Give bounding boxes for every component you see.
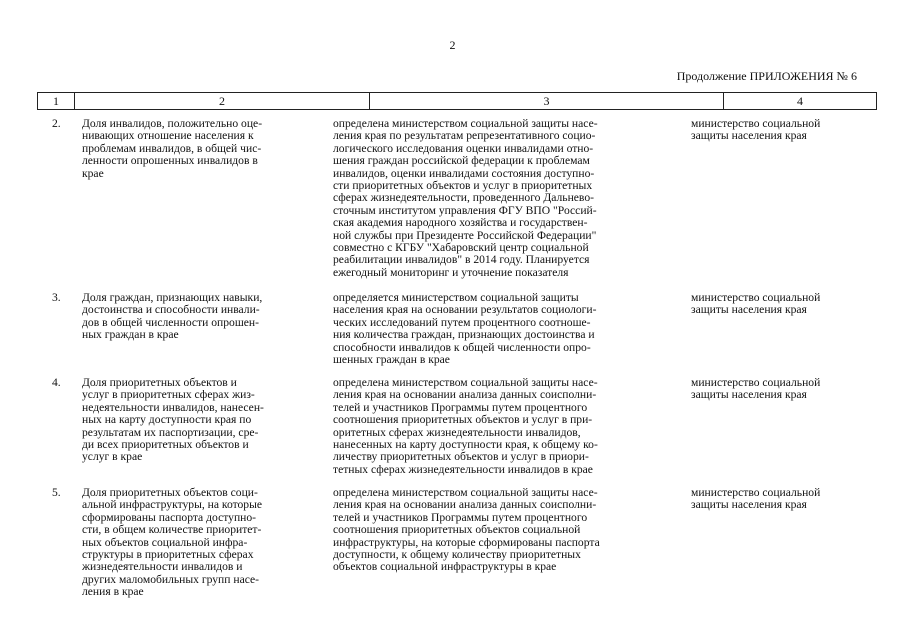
indicator-line: ных на карту доступности края по	[82, 413, 252, 427]
method-line: ной службы при Президенте Российской Федерации"	[333, 228, 597, 242]
method-line: сферах жизнедеятельности, проведенного Дальнево-	[333, 191, 594, 205]
method-line: сти приоритетных объектов и услуг в приоритетных	[333, 179, 593, 193]
method-line: определяется министерством социальной защиты	[333, 291, 579, 304]
method-line: населения края на основании результатов социологи-	[333, 303, 597, 317]
method-line: ежегодный мониторинг и уточнение показателя	[333, 265, 569, 279]
method-line: телей и участников Программы путем процентного	[333, 400, 588, 414]
indicator-line: Доля приоритетных объектов соци-	[82, 486, 258, 499]
responsible-line: министерство социальной	[691, 486, 821, 499]
indicator-line: недеятельности инвалидов, нанесен-	[82, 400, 264, 414]
row-number: 5.	[52, 486, 61, 499]
page-number: 2	[449, 38, 456, 52]
responsible-line: министерство социальной	[691, 291, 821, 304]
indicator-line: других маломобильных групп насе-	[82, 572, 260, 586]
method-cell	[333, 487, 683, 574]
method-line: совместно с КГБУ "Хабаровский центр социальной	[333, 241, 589, 255]
method-line: соотношения приоритетных объектов и услуг в при-	[333, 413, 593, 427]
indicator-line: услуг в крае	[82, 450, 143, 464]
method-cell	[333, 377, 683, 476]
responsible-cell	[691, 292, 871, 317]
responsible-cell	[691, 487, 871, 512]
method-line: сточным институтом управления ФГУ ВПО "Россий-	[333, 203, 597, 217]
method-line: нанесенных на карту доступности края, к общему ко-	[333, 438, 598, 452]
responsible-cell	[691, 377, 871, 402]
responsible-line: защиты населения края	[691, 129, 807, 143]
indicator-line: ленности опрошенных инвалидов в	[82, 154, 258, 168]
method-line: личеству приоритетных объектов и услуг в приори-	[333, 450, 589, 464]
method-cell	[333, 292, 683, 366]
table-header-row	[37, 92, 877, 110]
method-line: инвалидов, оценки инвалидами состояния доступно-	[333, 166, 595, 180]
indicator-cell	[82, 487, 318, 599]
indicator-line: Доля граждан, признающих навыки,	[82, 291, 263, 304]
column-header-3: 3	[370, 93, 724, 109]
method-line: объектов социальной инфраструктуры в крае	[333, 560, 557, 574]
method-line: ческих исследований путем процентного соотноше-	[333, 315, 591, 329]
method-line: ления края на основании анализа данных соисполни-	[333, 388, 597, 402]
indicator-line: Доля инвалидов, положительно оце-	[82, 117, 263, 130]
indicator-line: ных объектов социальной инфра-	[82, 535, 248, 549]
column-header-2: 2	[75, 93, 370, 109]
column-header-4: 4	[797, 94, 803, 108]
responsible-line: защиты населения края	[691, 303, 807, 317]
indicator-line: Доля приоритетных объектов и	[82, 376, 237, 389]
method-line: ления края по результатам репрезентативного социо-	[333, 129, 596, 143]
method-line: инфраструктуры, на которые сформированы паспорта	[333, 535, 600, 549]
indicator-line: нивающих отношение населения к	[82, 129, 254, 143]
responsible-line: защиты населения края	[691, 498, 807, 512]
indicator-line: ления в крае	[82, 585, 144, 599]
method-line: шения граждан российской федерации к проблемам	[333, 154, 590, 168]
method-line: оритетных сферах жизнедеятельности инвалидов,	[333, 425, 581, 439]
indicator-cell	[82, 118, 318, 180]
method-line: тетных сферах жизнедеятельности инвалидов в крае	[333, 462, 593, 476]
indicator-line: жизнедеятельности инвалидов и	[82, 560, 243, 574]
method-line: ская академия народного хозяйства и государствен-	[333, 216, 588, 230]
indicator-cell	[82, 377, 318, 464]
indicator-line: услуг в приоритетных сферах жиз-	[82, 388, 255, 402]
column-header-1: 1	[38, 93, 75, 109]
indicator-line: сти, в общем количестве приоритет-	[82, 523, 262, 537]
method-line: реабилитации инвалидов" в 2014 году. Планируется	[333, 253, 590, 267]
responsible-line: защиты населения края	[691, 388, 807, 402]
method-line: телей и участников Программы путем процентного	[333, 510, 588, 524]
responsible-cell	[691, 118, 871, 143]
indicator-line: сформированы паспорта доступно-	[82, 510, 257, 524]
method-cell	[333, 118, 683, 279]
method-line: определена министерством социальной защиты насе-	[333, 486, 598, 499]
method-line: ния количества граждан, признающих достоинства и	[333, 328, 595, 342]
row-number: 2.	[52, 117, 61, 130]
indicator-cell	[82, 292, 318, 342]
indicator-line: проблемам инвалидов, в общей чис-	[82, 141, 262, 155]
method-line: определена министерством социальной защиты насе-	[333, 376, 598, 389]
method-line: ления края на основании анализа данных соисполни-	[333, 498, 597, 512]
indicator-line: дов в общей численности опрошен-	[82, 315, 259, 329]
indicator-line: достоинства и способности инвали-	[82, 303, 260, 317]
row-number: 4.	[52, 376, 61, 389]
method-line: соотношения приоритетных объектов социальной	[333, 523, 581, 537]
indicator-line: структуры в приоритетных сферах	[82, 548, 254, 562]
row-number: 3.	[52, 291, 61, 304]
method-line: доступности, к общему количеству приоритетных	[333, 548, 581, 562]
indicator-line: крае	[82, 166, 104, 180]
indicator-line: ди всех приоритетных объектов и	[82, 438, 249, 452]
method-line: способности инвалидов к общей численности опро-	[333, 340, 591, 354]
indicator-line: результатам их паспортизации, сре-	[82, 425, 259, 439]
responsible-line: министерство социальной	[691, 117, 821, 130]
continuation-label: Продолжение ПРИЛОЖЕНИЯ № 6	[676, 69, 857, 83]
method-line: шенных граждан в крае	[333, 353, 450, 367]
responsible-line: министерство социальной	[691, 376, 821, 389]
method-line: логического исследования оценки инвалидами отно-	[333, 141, 594, 155]
method-line: определена министерством социальной защиты насе-	[333, 117, 598, 130]
indicator-line: альной инфраструктуры, на которые	[82, 498, 263, 512]
indicator-line: ных граждан в крае	[82, 328, 179, 342]
